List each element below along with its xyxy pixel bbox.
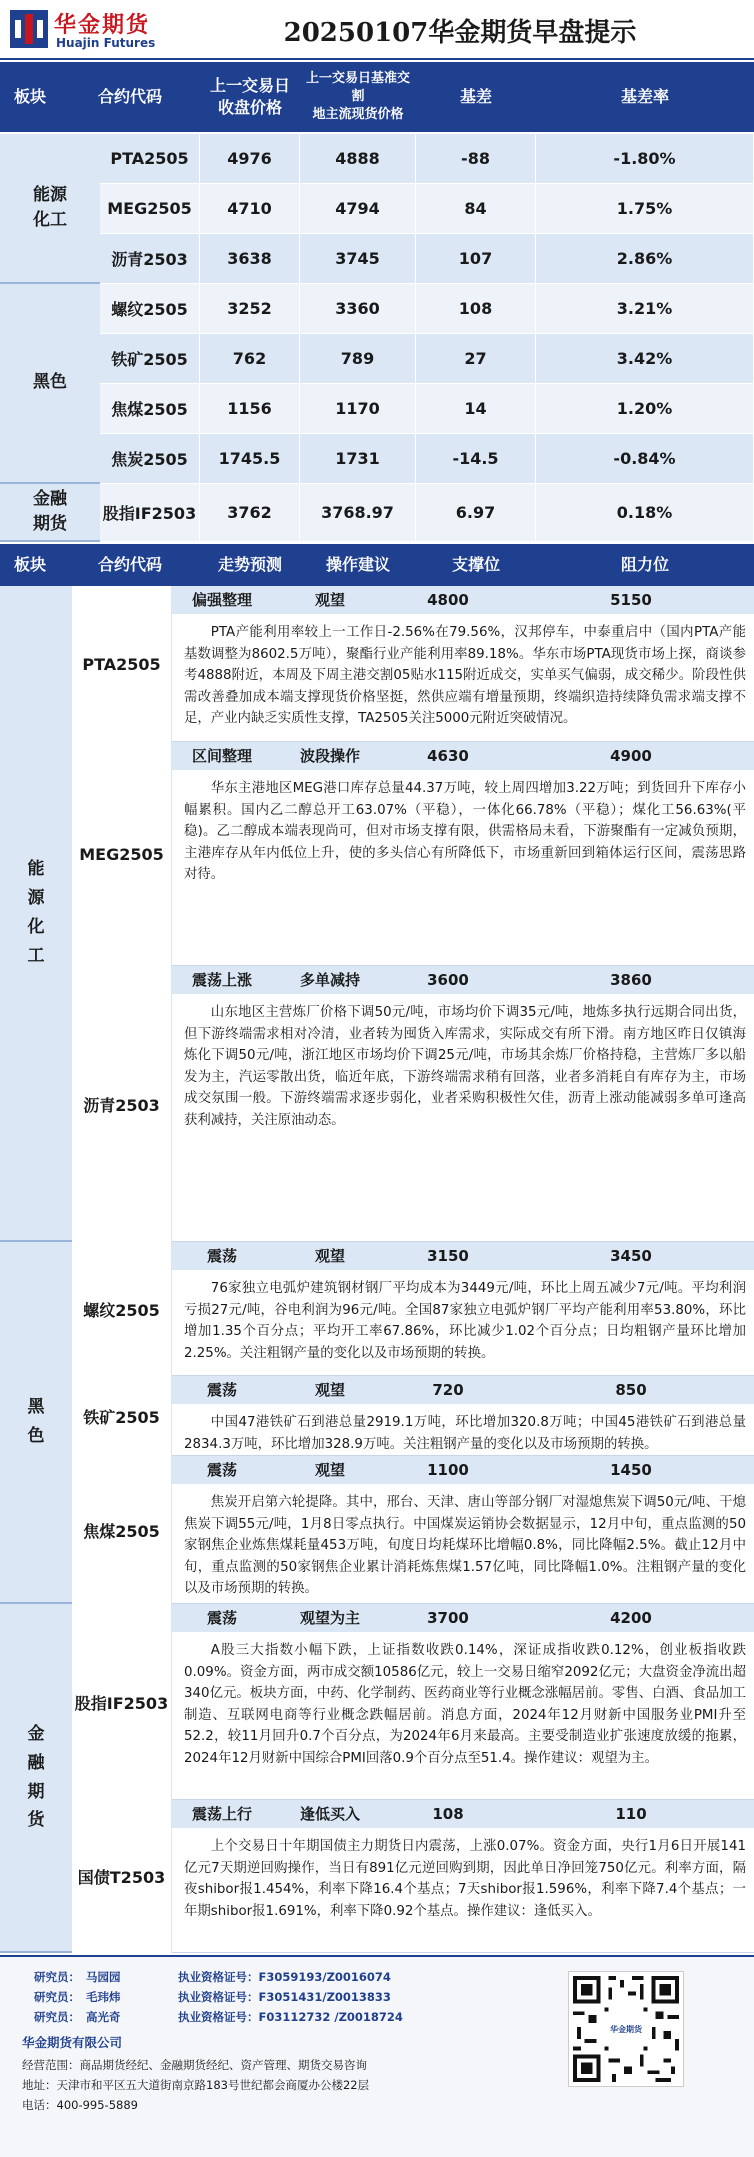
strategy-advice: 观望 <box>314 1381 345 1399</box>
group-label: 能源化工 <box>27 859 45 966</box>
strategy-advice: 观望为主 <box>299 1609 360 1627</box>
cell-spot-price: 4888 <box>300 134 416 183</box>
strategy-block <box>72 1376 754 1456</box>
header-basis: 基差 <box>459 86 492 106</box>
cell-basis-rate: -0.84% <box>536 434 754 483</box>
group-energy-chem-2 <box>0 586 72 1242</box>
cell-code: PTA2505 <box>100 134 200 183</box>
header-advice: 操作建议 <box>325 554 390 574</box>
strategy-summary-bar <box>172 1800 754 1828</box>
group-label-l1: 黑色 <box>33 372 67 393</box>
strategy-support: 3150 <box>427 1247 469 1265</box>
strategy-resistance: 850 <box>615 1381 647 1399</box>
cell-spot-price: 3745 <box>300 234 416 283</box>
strategy-resistance: 3450 <box>610 1247 652 1265</box>
strategy-commentary: 焦炭开启第六轮提降。其中，邢台、天津、唐山等部分钢厂对湿熄焦炭下调50元/吨、干熄焦炭下调55元/吨，1月8日零点执行。中国煤炭运销协会数据显示，12月中旬，重点监测的50家钢焦企业炼焦煤耗量453万吨，旬度日均耗煤环比增幅0.8%，同比降幅2.5%。截止12月中旬，重点监测的50家钢焦企业累计消耗炼焦煤1.57亿吨，同比降幅1.0%。注粗钢产量的变化以及市场预期的转换。 <box>184 1495 746 1596</box>
cell-spot-price: 1170 <box>300 384 416 433</box>
strategy-support: 720 <box>432 1381 464 1399</box>
strategy-table-header <box>0 544 754 586</box>
cell-prev-close: 762 <box>200 334 300 383</box>
group-label-l1: 能源 <box>33 184 67 205</box>
group-financial <box>0 484 100 542</box>
cell-spot-price: 3360 <box>300 284 416 333</box>
cell-basis-rate: 1.75% <box>536 184 754 233</box>
strategy-trend: 震荡 <box>206 1461 237 1479</box>
table-row <box>100 134 754 184</box>
strategy-code: 国债T2503 <box>72 1800 172 1953</box>
page-header <box>0 0 754 60</box>
strategy-commentary: 山东地区主营炼厂价格下调50元/吨，市场均价下调35元/吨，地炼多执行远期合同出货，但下游终端需求相对冷清，业者转为囤货入库需求，实际成交有所下滑。南方地区昨日仅镇海炼化下调50元/吨，浙江地区市场均价下调25元/吨，市场其余炼厂价格持稳，主营炼厂多以船发为主，汽运零散出货，临近年底，下游终端需求稍有回落，业者多消耗自有库存为主，市场成交氛围一般。下游终端需求逐步弱化，业者采购积极性欠佳，沥青上涨动能减弱多单可逢高获利减持，关注原油动态。 <box>184 1005 746 1128</box>
table-row <box>100 434 754 484</box>
strategy-summary-bar <box>172 742 754 770</box>
group-energy-chem <box>0 134 100 284</box>
strategy-block <box>72 742 754 966</box>
strategy-commentary: 上个交易日十年期国债主力期货日内震荡，上涨0.07%。资金方面，央行1月6日开展141亿元7天期逆回购操作，当日有891亿元逆回购到期，因此单日净回笼750亿元。利率方面，隔夜shibor报1.454%，利率下降16.4个基点；7天shibor报1.596%，利率下降7.4个基点；一年期shibor报1.691%，利率下降0.92个基点。操作建议：逢低买入。 <box>184 1839 746 1919</box>
strategy-advice: 波段操作 <box>299 747 360 765</box>
cell-basis: -88 <box>416 134 536 183</box>
strategy-trend: 震荡上行 <box>191 1805 252 1823</box>
company-name: 华金期货有限公司 <box>22 2035 123 2050</box>
header-code: 合约代码 <box>97 86 162 106</box>
cell-code: 沥青2503 <box>100 234 200 283</box>
strategy-summary-bar <box>172 586 754 614</box>
cell-basis-rate: 3.21% <box>536 284 754 333</box>
strategy-resistance: 5150 <box>610 591 652 609</box>
researcher-role: 研究员： <box>34 1990 80 2004</box>
company-logo <box>10 8 170 52</box>
header-spot-price <box>300 62 416 132</box>
cell-basis: 84 <box>416 184 536 233</box>
header-basis-rate: 基差率 <box>620 86 669 106</box>
researcher-cert: 执业资格证号：F3051431/Z0013833 <box>178 1990 391 2004</box>
researcher-name: 高光奇 <box>86 2010 121 2024</box>
group-ferrous-2 <box>0 1242 72 1604</box>
header-code-2: 合约代码 <box>97 554 162 574</box>
group-label-l1: 金融 <box>33 488 67 509</box>
cell-spot-price: 789 <box>300 334 416 383</box>
strategy-resistance: 110 <box>615 1805 647 1823</box>
strategy-summary-bar <box>172 1376 754 1404</box>
header-prev-close-l1: 上一交易日 <box>209 75 290 95</box>
cell-basis: 14 <box>416 384 536 433</box>
strategy-commentary: 华东主港地区MEG港口库存总量44.37万吨，较上周四增加3.22万吨；到货回升下库存小幅累积。国内乙二醇总开工63.07%（平稳），一体化66.78%（平稳）；煤化工56.63%(平稳)。乙二醇成本端表现尚可，但对市场支撑有限，供需格局未看，下游聚酯有一定减负预期，主港库存从年内低位上升，使的多头信心有所降低下，市场重新回到箱体运行区间，震荡思路对待。 <box>184 781 746 882</box>
strategy-code: 焦煤2505 <box>72 1456 172 1604</box>
cell-prev-close: 3638 <box>200 234 300 283</box>
header-resistance: 阻力位 <box>620 554 669 574</box>
header-prev-close-l2: 收盘价格 <box>217 98 282 117</box>
header-spot-l1: 上一交易日基准交割 <box>305 70 410 104</box>
strategy-resistance: 4900 <box>610 747 652 765</box>
cell-basis: -14.5 <box>416 434 536 483</box>
cell-spot-price: 4794 <box>300 184 416 233</box>
business-scope: 经营范围：商品期货经纪、金融期货经纪、资产管理、期货交易咨询 <box>22 2058 367 2072</box>
table-row <box>100 234 754 284</box>
strategy-block <box>72 1456 754 1604</box>
table-row <box>100 334 754 384</box>
strategy-trend: 震荡 <box>206 1247 237 1265</box>
cell-basis: 6.97 <box>416 484 536 541</box>
cell-basis-rate: 1.20% <box>536 384 754 433</box>
researcher-name: 马园园 <box>86 1970 121 1984</box>
company-address: 地址：天津市和平区五大道街南京路183号世纪都会商厦办公楼22层 <box>22 2078 370 2092</box>
qr-caption: 华金期货 <box>600 2015 652 2045</box>
strategy-code: 股指IF2503 <box>72 1604 172 1800</box>
table-row <box>100 484 754 542</box>
strategy-advice: 逢低买入 <box>299 1805 360 1823</box>
strategy-trend: 震荡 <box>206 1381 237 1399</box>
strategy-code: 沥青2503 <box>72 966 172 1242</box>
logo-text-en: Huajin Futures <box>56 36 156 50</box>
strategy-advice: 观望 <box>314 1247 345 1265</box>
table-row <box>100 284 754 334</box>
cell-code: 焦炭2505 <box>100 434 200 483</box>
strategy-summary-bar <box>172 1242 754 1270</box>
strategy-summary-bar <box>172 1456 754 1484</box>
cell-code: 铁矿2505 <box>100 334 200 383</box>
group-label: 黑色 <box>27 1397 45 1446</box>
strategy-block <box>72 1604 754 1800</box>
strategy-summary-bar <box>172 1604 754 1632</box>
header-prev-close <box>200 62 300 132</box>
cell-prev-close: 4976 <box>200 134 300 183</box>
cell-prev-close: 1745.5 <box>200 434 300 483</box>
strategy-code: 铁矿2505 <box>72 1376 172 1456</box>
group-ferrous <box>0 284 100 484</box>
strategy-code: 螺纹2505 <box>72 1242 172 1376</box>
group-label: 金融期货 <box>27 1723 45 1831</box>
strategy-advice: 多单减持 <box>299 971 360 989</box>
strategy-resistance: 3860 <box>610 971 652 989</box>
strategy-support: 3600 <box>427 971 469 989</box>
strategy-trend: 震荡 <box>206 1609 237 1627</box>
group-label-l2: 化工 <box>33 210 67 230</box>
strategy-resistance: 1450 <box>610 1461 652 1479</box>
header-trend: 走势预测 <box>217 554 282 574</box>
strategy-commentary: A股三大指数小幅下跌，上证指数收跌0.14%，深证成指收跌0.12%，创业板指收跌0.09%。资金方面，两市成交额10586亿元，较上一交易日缩窄2092亿元；大盘资金净流出超340亿元。板块方面，中药、化学制药、医药商业等行业概念涨幅居前。零售、白酒、食品加工制造、互联网电商等行业概念跌幅居前。消息方面，2024年12月财新中国服务业PMI升至52.2，较11月回升0.7个百分点，为2024年6月来最高。主要受制造业扩张速度放缓的拖累，2024年12月财新中国综合PMI回落0.9个百分点至51.4。操作建议：观望为主。 <box>184 1643 746 1766</box>
header-sector-2: 板块 <box>13 554 46 574</box>
strategy-code: MEG2505 <box>72 742 172 966</box>
cell-basis-rate: 3.42% <box>536 334 754 383</box>
strategy-trend: 偏强整理 <box>191 591 252 609</box>
cell-basis-rate: -1.80% <box>536 134 754 183</box>
cell-prev-close: 1156 <box>200 384 300 433</box>
header-support: 支撑位 <box>451 554 500 574</box>
strategy-block <box>72 586 754 742</box>
strategy-commentary: 76家独立电弧炉建筑钢材钢厂平均成本为3449元/吨，环比上周五减少7元/吨。平均利润亏损27元/吨，谷电利润为96元/吨。全国87家独立电弧炉钢厂平均产能利用率53.80%，环比增加1.35个百分点；平均开工率67.86%，环比减少1.02个百分点；日均粗钢产量环比增加2.25%。关注粗钢产量的变化以及市场预期的转换。 <box>184 1281 746 1361</box>
strategy-advice: 观望 <box>314 1461 345 1479</box>
page-title: 20250107华金期货早盘提示 <box>283 18 637 48</box>
strategy-advice: 观望 <box>314 591 345 609</box>
researcher-name: 毛玮炜 <box>86 1990 121 2004</box>
cell-prev-close: 3252 <box>200 284 300 333</box>
company-phone: 电话：400-995-5889 <box>22 2098 138 2112</box>
strategy-trend: 震荡上涨 <box>191 971 252 989</box>
strategy-support: 4630 <box>427 747 469 765</box>
cell-prev-close: 4710 <box>200 184 300 233</box>
researcher-role: 研究员： <box>34 1970 80 1984</box>
group-label-l2: 期货 <box>33 514 67 534</box>
group-financial-2 <box>0 1604 72 1953</box>
strategy-support: 4800 <box>427 591 469 609</box>
cell-code: 股指IF2503 <box>100 484 200 541</box>
table-row <box>100 384 754 434</box>
cell-basis-rate: 2.86% <box>536 234 754 283</box>
cell-basis: 27 <box>416 334 536 383</box>
strategy-commentary: 中国47港铁矿石到港总量2919.1万吨，环比增加320.8万吨；中国45港铁矿石到港总量2834.3万吨，环比增加328.9万吨。关注粗钢产量的变化以及市场预期的转换。 <box>184 1415 746 1452</box>
cell-spot-price: 1731 <box>300 434 416 483</box>
cell-basis-rate: 0.18% <box>536 484 754 541</box>
strategy-resistance: 4200 <box>610 1609 652 1627</box>
strategy-code: PTA2505 <box>72 586 172 742</box>
strategy-support: 108 <box>432 1805 464 1823</box>
strategy-trend: 区间整理 <box>191 747 252 765</box>
table-row <box>100 184 754 234</box>
cell-code: MEG2505 <box>100 184 200 233</box>
researcher-cert: 执业资格证号：F3059193/Z0016074 <box>178 1970 391 1984</box>
logo-mark-icon <box>10 10 48 48</box>
strategy-support: 1100 <box>427 1461 469 1479</box>
cell-code: 焦煤2505 <box>100 384 200 433</box>
strategy-support: 3700 <box>427 1609 469 1627</box>
strategy-block <box>72 966 754 1242</box>
strategy-commentary: PTA产能利用率较上一工作日-2.56%在79.56%，汉邦停车，中泰重启中（国内PTA产能基数调整为8602.5万吨），聚酯行业产能利用率89.18%。华东市场PTA现货市场上探，商谈参考4888附近，本周及下周主港交割05贴水115附近成交，实单买气偏弱，成交稀少。阶段性供需改善叠加成本端支撑现货价格坚挺，然供应端有增量预期，终端织造持续降负需求端支撑不足，产业内缺乏实质性支撑，TA2505关注5000元附近突破情况。 <box>184 625 746 726</box>
cell-basis: 107 <box>416 234 536 283</box>
cell-code: 螺纹2505 <box>100 284 200 333</box>
cell-prev-close: 3762 <box>200 484 300 541</box>
header-sector: 板块 <box>13 86 46 106</box>
researcher-cert: 执业资格证号：F03112732 /Z0018724 <box>178 2010 403 2024</box>
header-spot-l2: 地主流现货价格 <box>312 107 404 123</box>
cell-spot-price: 3768.97 <box>300 484 416 541</box>
cell-basis: 108 <box>416 284 536 333</box>
strategy-block <box>72 1800 754 1953</box>
logo-text-cn: 华金期货 <box>54 13 151 38</box>
page-footer <box>0 1955 754 2157</box>
basis-table-header <box>0 62 754 132</box>
researcher-role: 研究员： <box>34 2010 80 2024</box>
strategy-block <box>72 1242 754 1376</box>
strategy-summary-bar <box>172 966 754 994</box>
